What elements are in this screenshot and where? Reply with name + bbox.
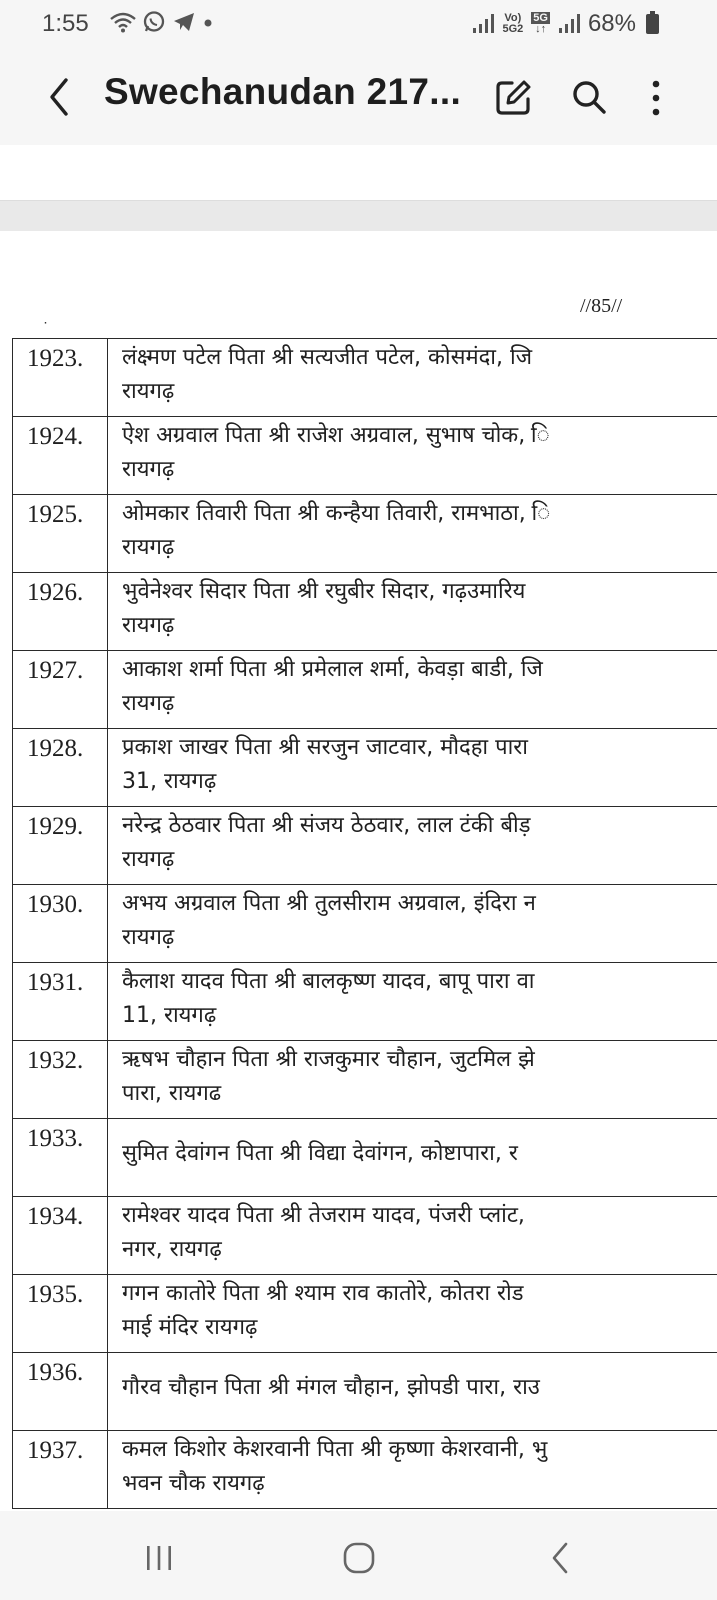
recents-icon[interactable]: [144, 1545, 174, 1571]
entry-line-2: रायगढ़: [122, 613, 175, 638]
entry-line-1: ऋषभ चौहान पिता श्री राजकुमार चौहान, जुटमिल झे: [122, 1047, 535, 1072]
entry-line-1: कैलाश यादव पिता श्री बालकृष्ण यादव, बापू पारा वा: [122, 969, 535, 994]
document-title: Swechanudan 217...: [104, 71, 462, 112]
entry-line-1: आकाश शर्मा पिता श्री प्रमेलाल शर्मा, केवड़ा बाडी, जि: [122, 657, 543, 682]
entry-line-1: ओमकार तिवारी पिता श्री कन्हैया तिवारी, रामभाठा, ि: [122, 501, 551, 526]
entry-text: [108, 339, 717, 417]
entry-line-2: रायगढ़: [122, 847, 175, 872]
table-row: [13, 1275, 717, 1353]
entry-number: 1927.: [13, 651, 108, 729]
entry-text: [108, 807, 717, 885]
entry-line-2: रायगढ़: [122, 535, 175, 560]
stray-mark: ˙: [42, 321, 49, 337]
entry-number: 1928.: [13, 729, 108, 807]
signal-icon: [558, 14, 580, 34]
entry-line-1: ऐश अग्रवाल पिता श्री राजेश अग्रवाल, सुभाष चोक, ि: [122, 423, 550, 448]
entry-line-1: गगन कातोरे पिता श्री श्याम राव कातोरे, कोतरा रोड: [122, 1281, 524, 1306]
signal-icon: [472, 14, 494, 34]
entry-number: 1929.: [13, 807, 108, 885]
entry-line-1: कमल किशोर केशरवानी पिता श्री कृष्णा केशरवानी, भु: [122, 1437, 548, 1462]
entry-text: [108, 1041, 717, 1119]
entry-number: 1931.: [13, 963, 108, 1041]
wifi-icon: [110, 11, 136, 33]
table-row: [13, 1431, 717, 1509]
entry-text: [108, 1431, 717, 1509]
entry-line-2: 31, रायगढ़: [122, 769, 217, 794]
whatsapp-icon: [142, 10, 166, 34]
more-icon[interactable]: [644, 78, 668, 118]
system-indicators: [472, 10, 659, 38]
table-row: [13, 807, 717, 885]
entry-line-1: अभय अग्रवाल पिता श्री तुलसीराम अग्रवाल, इंदिरा न: [122, 891, 536, 916]
page-separator: [0, 200, 717, 232]
entry-number: 1923.: [13, 339, 108, 417]
table-row: [13, 417, 717, 495]
entry-text: [108, 417, 717, 495]
entry-number: 1934.: [13, 1197, 108, 1275]
entry-line-2: रायगढ़: [122, 457, 175, 482]
entry-line-2: भवन चौक रायगढ़: [122, 1471, 265, 1496]
table-row: [13, 885, 717, 963]
table-row: [13, 1353, 717, 1431]
page-number: //85//: [580, 295, 623, 317]
entry-line-1: सुमित देवांगन पिता श्री विद्या देवांगन, कोष्टापारा, र: [122, 1141, 518, 1166]
entry-text: [108, 573, 717, 651]
entry-text: [108, 1197, 717, 1275]
entry-line-1: लंक्ष्मण पटेल पिता श्री सत्यजीत पटेल, कोसमंदा, जि: [122, 345, 533, 370]
volte-indicator: Vo) 5G2: [502, 12, 524, 35]
entry-line-2: माई मंदिर रायगढ़: [122, 1315, 258, 1340]
document-page[interactable]: [0, 231, 717, 1511]
entry-text: [108, 1119, 717, 1197]
notification-icons: [110, 10, 214, 34]
header-gap: [0, 145, 717, 200]
telegram-icon: [172, 11, 196, 33]
network-type-indicator: 5G ↓↑: [533, 12, 548, 35]
table-row: [13, 339, 717, 417]
entry-number: 1924.: [13, 417, 108, 495]
entry-line-2: रायगढ़: [122, 379, 175, 404]
status-bar: [0, 0, 717, 50]
entry-line-2: पारा, रायगढ: [122, 1081, 222, 1106]
entry-text: [108, 963, 717, 1041]
entry-line-1: भुवेनेश्वर सिदार पिता श्री रघुबीर सिदार, गढ़उमारिय: [122, 579, 526, 604]
table-row: [13, 1119, 717, 1197]
entry-line-1: रामेश्वर यादव पिता श्री तेजराम यादव, पंजरी प्लांट,: [122, 1203, 525, 1228]
entry-number: 1935.: [13, 1275, 108, 1353]
entries-table: [12, 338, 717, 1509]
table-row: [13, 1197, 717, 1275]
table-row: [13, 651, 717, 729]
entry-text: [108, 1353, 717, 1431]
entry-text: [108, 729, 717, 807]
entry-text: [108, 651, 717, 729]
table-row: [13, 495, 717, 573]
battery-icon: [646, 14, 659, 34]
entry-line-2: रायगढ़: [122, 691, 175, 716]
navigation-bar: [0, 1511, 717, 1600]
entry-number: 1933.: [13, 1119, 108, 1197]
entry-text: [108, 1275, 717, 1353]
search-icon[interactable]: [570, 78, 608, 116]
table-row: [13, 573, 717, 651]
entry-number: 1925.: [13, 495, 108, 573]
app-bar: [0, 50, 717, 145]
entry-number: 1932.: [13, 1041, 108, 1119]
dot-icon: [202, 11, 214, 33]
table-row: [13, 729, 717, 807]
back-icon[interactable]: [40, 74, 80, 120]
entry-line-1: प्रकाश जाखर पिता श्री सरजुन जाटवार, मौदहा पारा: [122, 735, 528, 760]
entry-line-1: गौरव चौहान पिता श्री मंगल चौहान, झोपडी पारा, राउ: [122, 1375, 540, 1400]
battery-percent: 68%: [587, 10, 636, 37]
entry-line-2: रायगढ़: [122, 925, 175, 950]
entry-text: [108, 885, 717, 963]
entry-number: 1926.: [13, 573, 108, 651]
entry-number: 1937.: [13, 1431, 108, 1509]
entry-line-2: नगर, रायगढ़: [122, 1237, 222, 1262]
table-row: [13, 1041, 717, 1119]
entry-line-1: नरेन्द्र ठेठवार पिता श्री संजय ठेठवार, लाल टंकी बीड़: [122, 813, 531, 838]
entry-text: [108, 495, 717, 573]
home-icon[interactable]: [342, 1541, 376, 1575]
entry-line-2: 11, रायगढ़: [122, 1003, 217, 1028]
entry-number: 1936.: [13, 1353, 108, 1431]
table-row: [13, 963, 717, 1041]
nav-back-icon[interactable]: [548, 1541, 572, 1575]
entry-number: 1930.: [13, 885, 108, 963]
status-time: 1:55: [42, 10, 89, 37]
edit-icon[interactable]: [494, 77, 534, 117]
